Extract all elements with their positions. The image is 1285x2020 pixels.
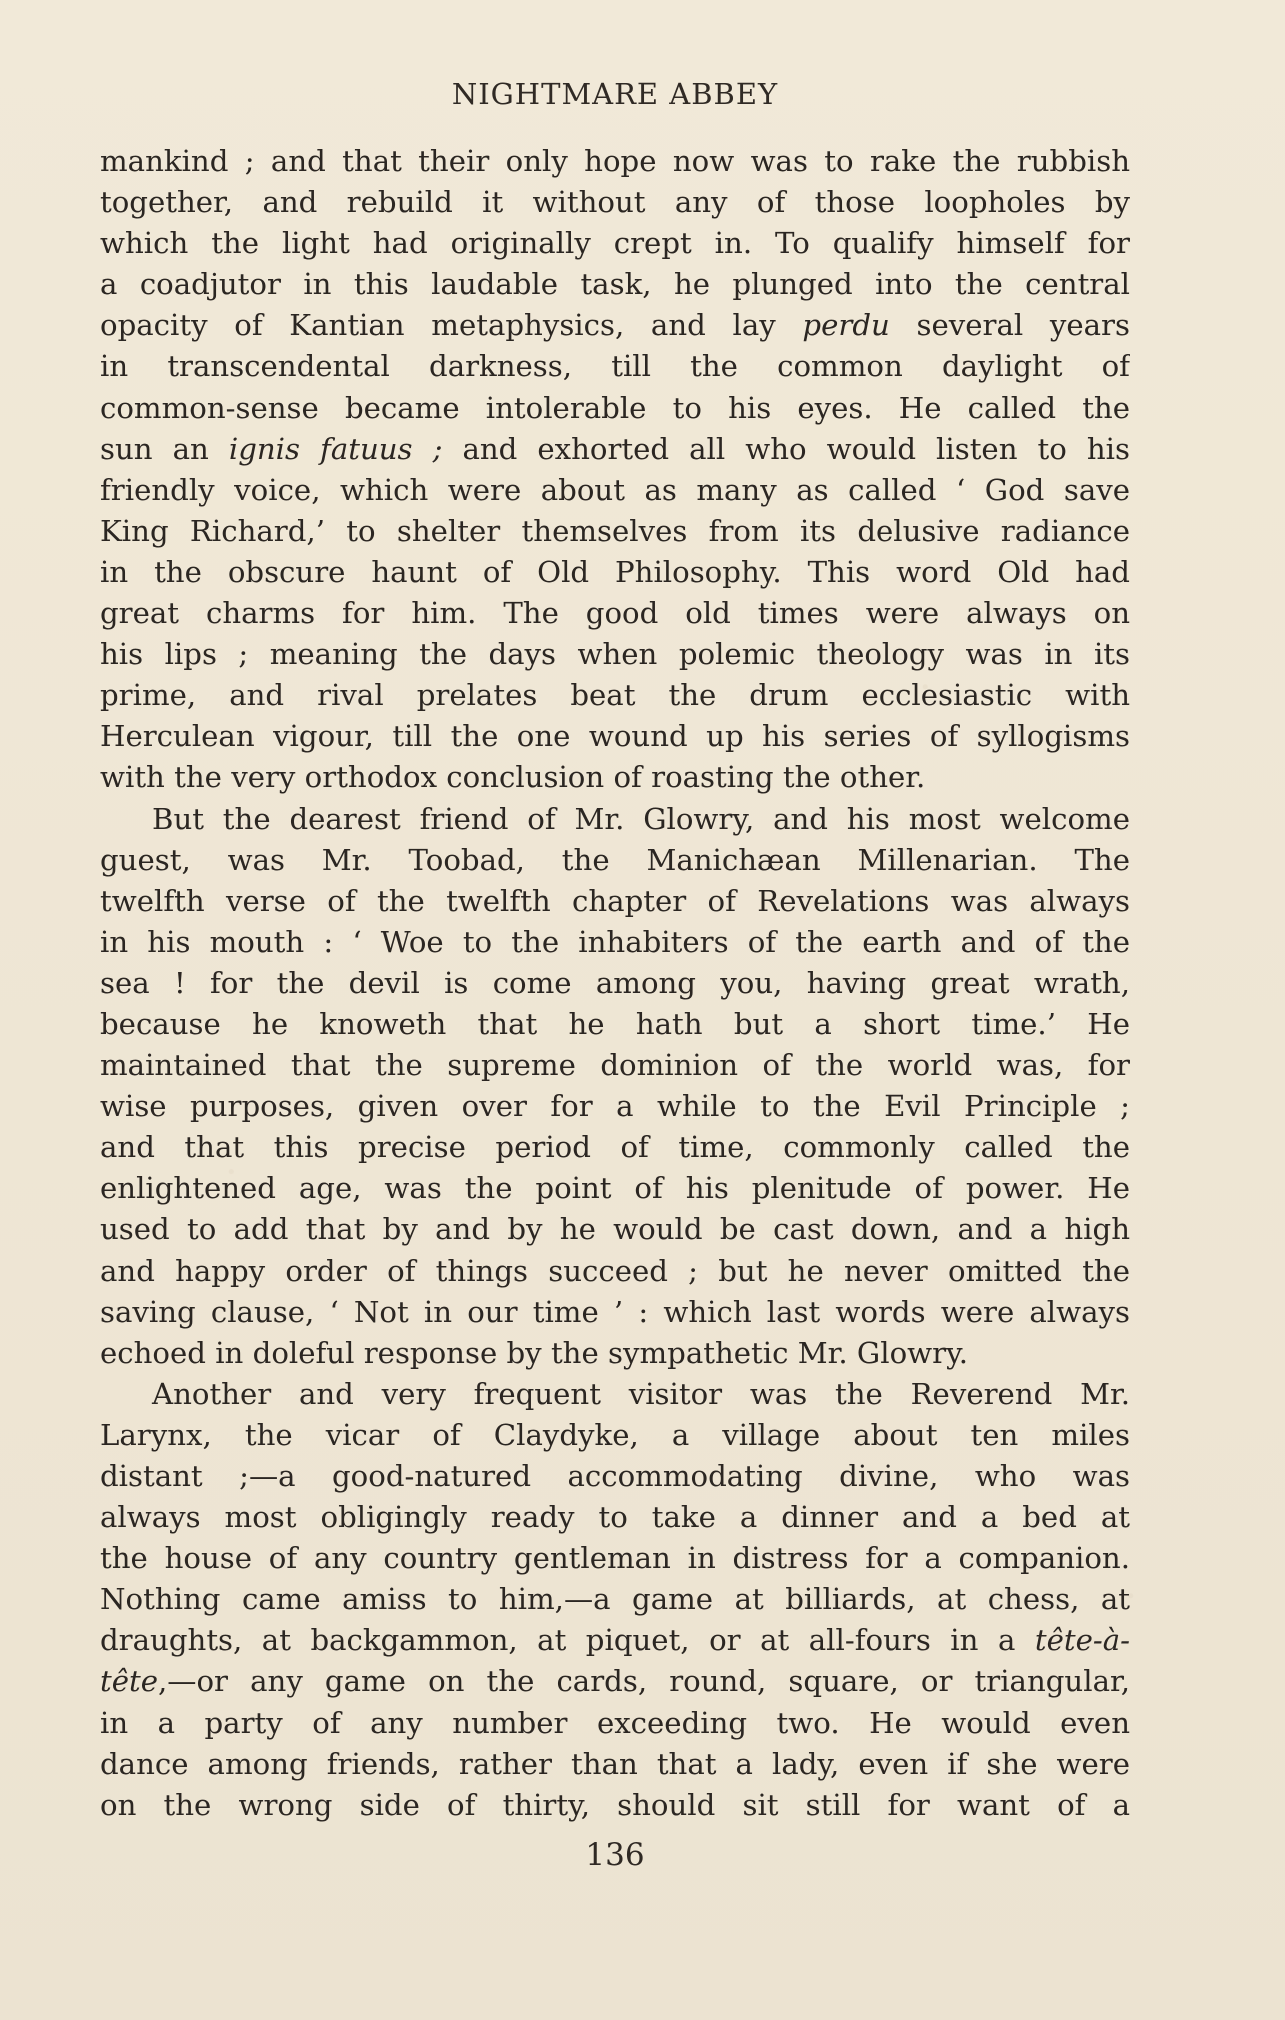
text-segment: saving clause, ‘ Not in our time ’ : which last words were always — [100, 1294, 1130, 1329]
text-line — [100, 182, 1130, 223]
text-line — [100, 1579, 1130, 1620]
text-segment: twelfth verse of the twelfth chapter of Revelations was always — [100, 883, 1130, 918]
text-segment: on the wrong side of thirty, should sit still for want of a — [100, 1787, 1130, 1822]
italic-text: tête-à- — [1034, 1623, 1130, 1658]
text-line — [100, 1374, 1130, 1415]
text-segment: together, and rebuild it without any of those loopholes by — [100, 185, 1130, 220]
text-segment: draughts, at backgammon, at piquet, or at all-fours in a — [100, 1623, 1035, 1658]
text-segment: King Richard,’ to shelter themselves from its delusive radiance — [100, 513, 1130, 548]
text-segment: the house of any country gentleman in distress for a companion. — [100, 1541, 1130, 1576]
text-line — [100, 305, 1130, 346]
text-segment: in a party of any number exceeding two. He would even — [100, 1705, 1130, 1740]
text-line — [100, 963, 1130, 1004]
text-segment: wise purposes, given over for a while to the Evil Principle ; — [100, 1089, 1130, 1124]
text-segment: with the very orthodox conclusion of roasting the other. — [100, 760, 926, 795]
page-number: 136 — [585, 1837, 645, 1873]
text-segment: distant ;—a good-natured accommodating divine, who was — [100, 1459, 1130, 1493]
text-line — [100, 1415, 1130, 1456]
text-line — [100, 1168, 1130, 1209]
text-line — [100, 1086, 1130, 1127]
text-line — [100, 716, 1130, 757]
text-segment: mankind ; and that their only hope now was to rake the rubbish — [100, 144, 1130, 178]
text-line — [100, 799, 1130, 840]
text-segment: his lips ; meaning the days when polemic theology was in its — [100, 637, 1130, 672]
text-segment: opacity of Kantian metaphysics, and lay — [100, 308, 803, 343]
text-line — [100, 1538, 1130, 1579]
text-segment: several years — [889, 308, 1130, 343]
text-segment: and happy order of things succeed ; but he never omitted the — [100, 1253, 1130, 1288]
text-line — [100, 223, 1130, 264]
text-segment: maintained that the supreme dominion of the world was, for — [100, 1048, 1130, 1083]
running-head: NIGHTMARE ABBEY — [451, 77, 779, 111]
text-segment: Nothing came amiss to him,—a game at billiards, at chess, at — [100, 1582, 1130, 1617]
text-line — [100, 1703, 1130, 1744]
text-line — [100, 675, 1130, 716]
text-segment: friendly voice, which were about as many as called ‘ God save — [100, 472, 1130, 507]
text-line — [100, 388, 1130, 429]
text-segment: common-sense became intolerable to his eyes. He called the — [100, 390, 1130, 425]
text-line — [100, 1456, 1130, 1497]
body-text — [100, 141, 1130, 1826]
text-line — [100, 1209, 1130, 1250]
text-segment: in transcendental darkness, till the common daylight of — [100, 349, 1130, 384]
text-line — [100, 1004, 1130, 1045]
text-segment: dance among friends, rather than that a lady, even if she were — [100, 1746, 1130, 1781]
text-segment: always most obligingly ready to take a dinner and a bed at — [100, 1500, 1130, 1535]
text-line — [100, 141, 1130, 182]
text-segment: ,—or any game on the cards, round, square, or triangular, — [158, 1664, 1130, 1699]
text-line — [100, 1045, 1130, 1086]
text-line — [100, 511, 1130, 552]
text-line — [100, 1620, 1130, 1661]
text-line — [100, 1127, 1130, 1168]
text-line — [100, 922, 1130, 963]
text-line — [100, 1333, 1130, 1374]
text-segment: enlightened age, was the point of his plenitude of power. He — [100, 1171, 1130, 1206]
text-segment: echoed in doleful response by the sympathetic Mr. Glowry. — [100, 1335, 968, 1370]
text-segment: guest, was Mr. Toobad, the Manichæan Millenarian. The — [100, 842, 1130, 877]
text-line — [100, 429, 1130, 470]
text-line — [100, 757, 1130, 798]
text-segment: Another and very frequent visitor was the Reverend Mr. — [152, 1376, 1130, 1411]
text-segment: and exhorted all who would listen to his — [442, 431, 1130, 466]
text-segment: a coadjutor in this laudable task, he plunged into the central — [100, 267, 1130, 302]
text-segment: used to add that by and by he would be cast down, and a high — [100, 1212, 1130, 1247]
text-line — [100, 1497, 1130, 1538]
text-line — [100, 634, 1130, 675]
text-line — [100, 1785, 1130, 1826]
text-segment: But the dearest friend of Mr. Glowry, and his most welcome — [152, 801, 1130, 836]
text-line — [100, 593, 1130, 634]
text-line — [100, 346, 1130, 387]
text-segment: in his mouth : ‘ Woe to the inhabiters of the earth and of the — [100, 924, 1130, 959]
text-line — [100, 1251, 1130, 1292]
text-segment: Herculean vigour, till the one wound up his series of syllogisms — [100, 719, 1130, 754]
text-line — [100, 1292, 1130, 1333]
text-line — [100, 1744, 1130, 1785]
text-line — [100, 1661, 1130, 1702]
text-segment: in the obscure haunt of Old Philosophy. This word Old had — [100, 554, 1130, 589]
text-line — [100, 840, 1130, 881]
text-line — [100, 552, 1130, 593]
text-segment: sea ! for the devil is come among you, having great wrath, — [100, 965, 1130, 1000]
text-line — [100, 881, 1130, 922]
italic-text: tête — [100, 1664, 159, 1699]
text-segment: because he knoweth that he hath but a short time.’ He — [100, 1006, 1130, 1041]
text-segment: Larynx, the vicar of Claydyke, a village about ten miles — [100, 1417, 1130, 1452]
italic-text: perdu — [802, 308, 890, 343]
text-segment: sun an — [100, 431, 229, 466]
text-segment: prime, and rival prelates beat the drum ecclesiastic with — [100, 678, 1130, 713]
text-segment: and that this precise period of time, commonly called the — [100, 1130, 1130, 1165]
italic-text: ignis fatuus ; — [228, 431, 443, 466]
text-segment: great charms for him. The good old times were always on — [100, 596, 1130, 631]
text-segment: which the light had originally crept in. To qualify himself for — [100, 226, 1130, 261]
text-line — [100, 470, 1130, 511]
text-line — [100, 264, 1130, 305]
